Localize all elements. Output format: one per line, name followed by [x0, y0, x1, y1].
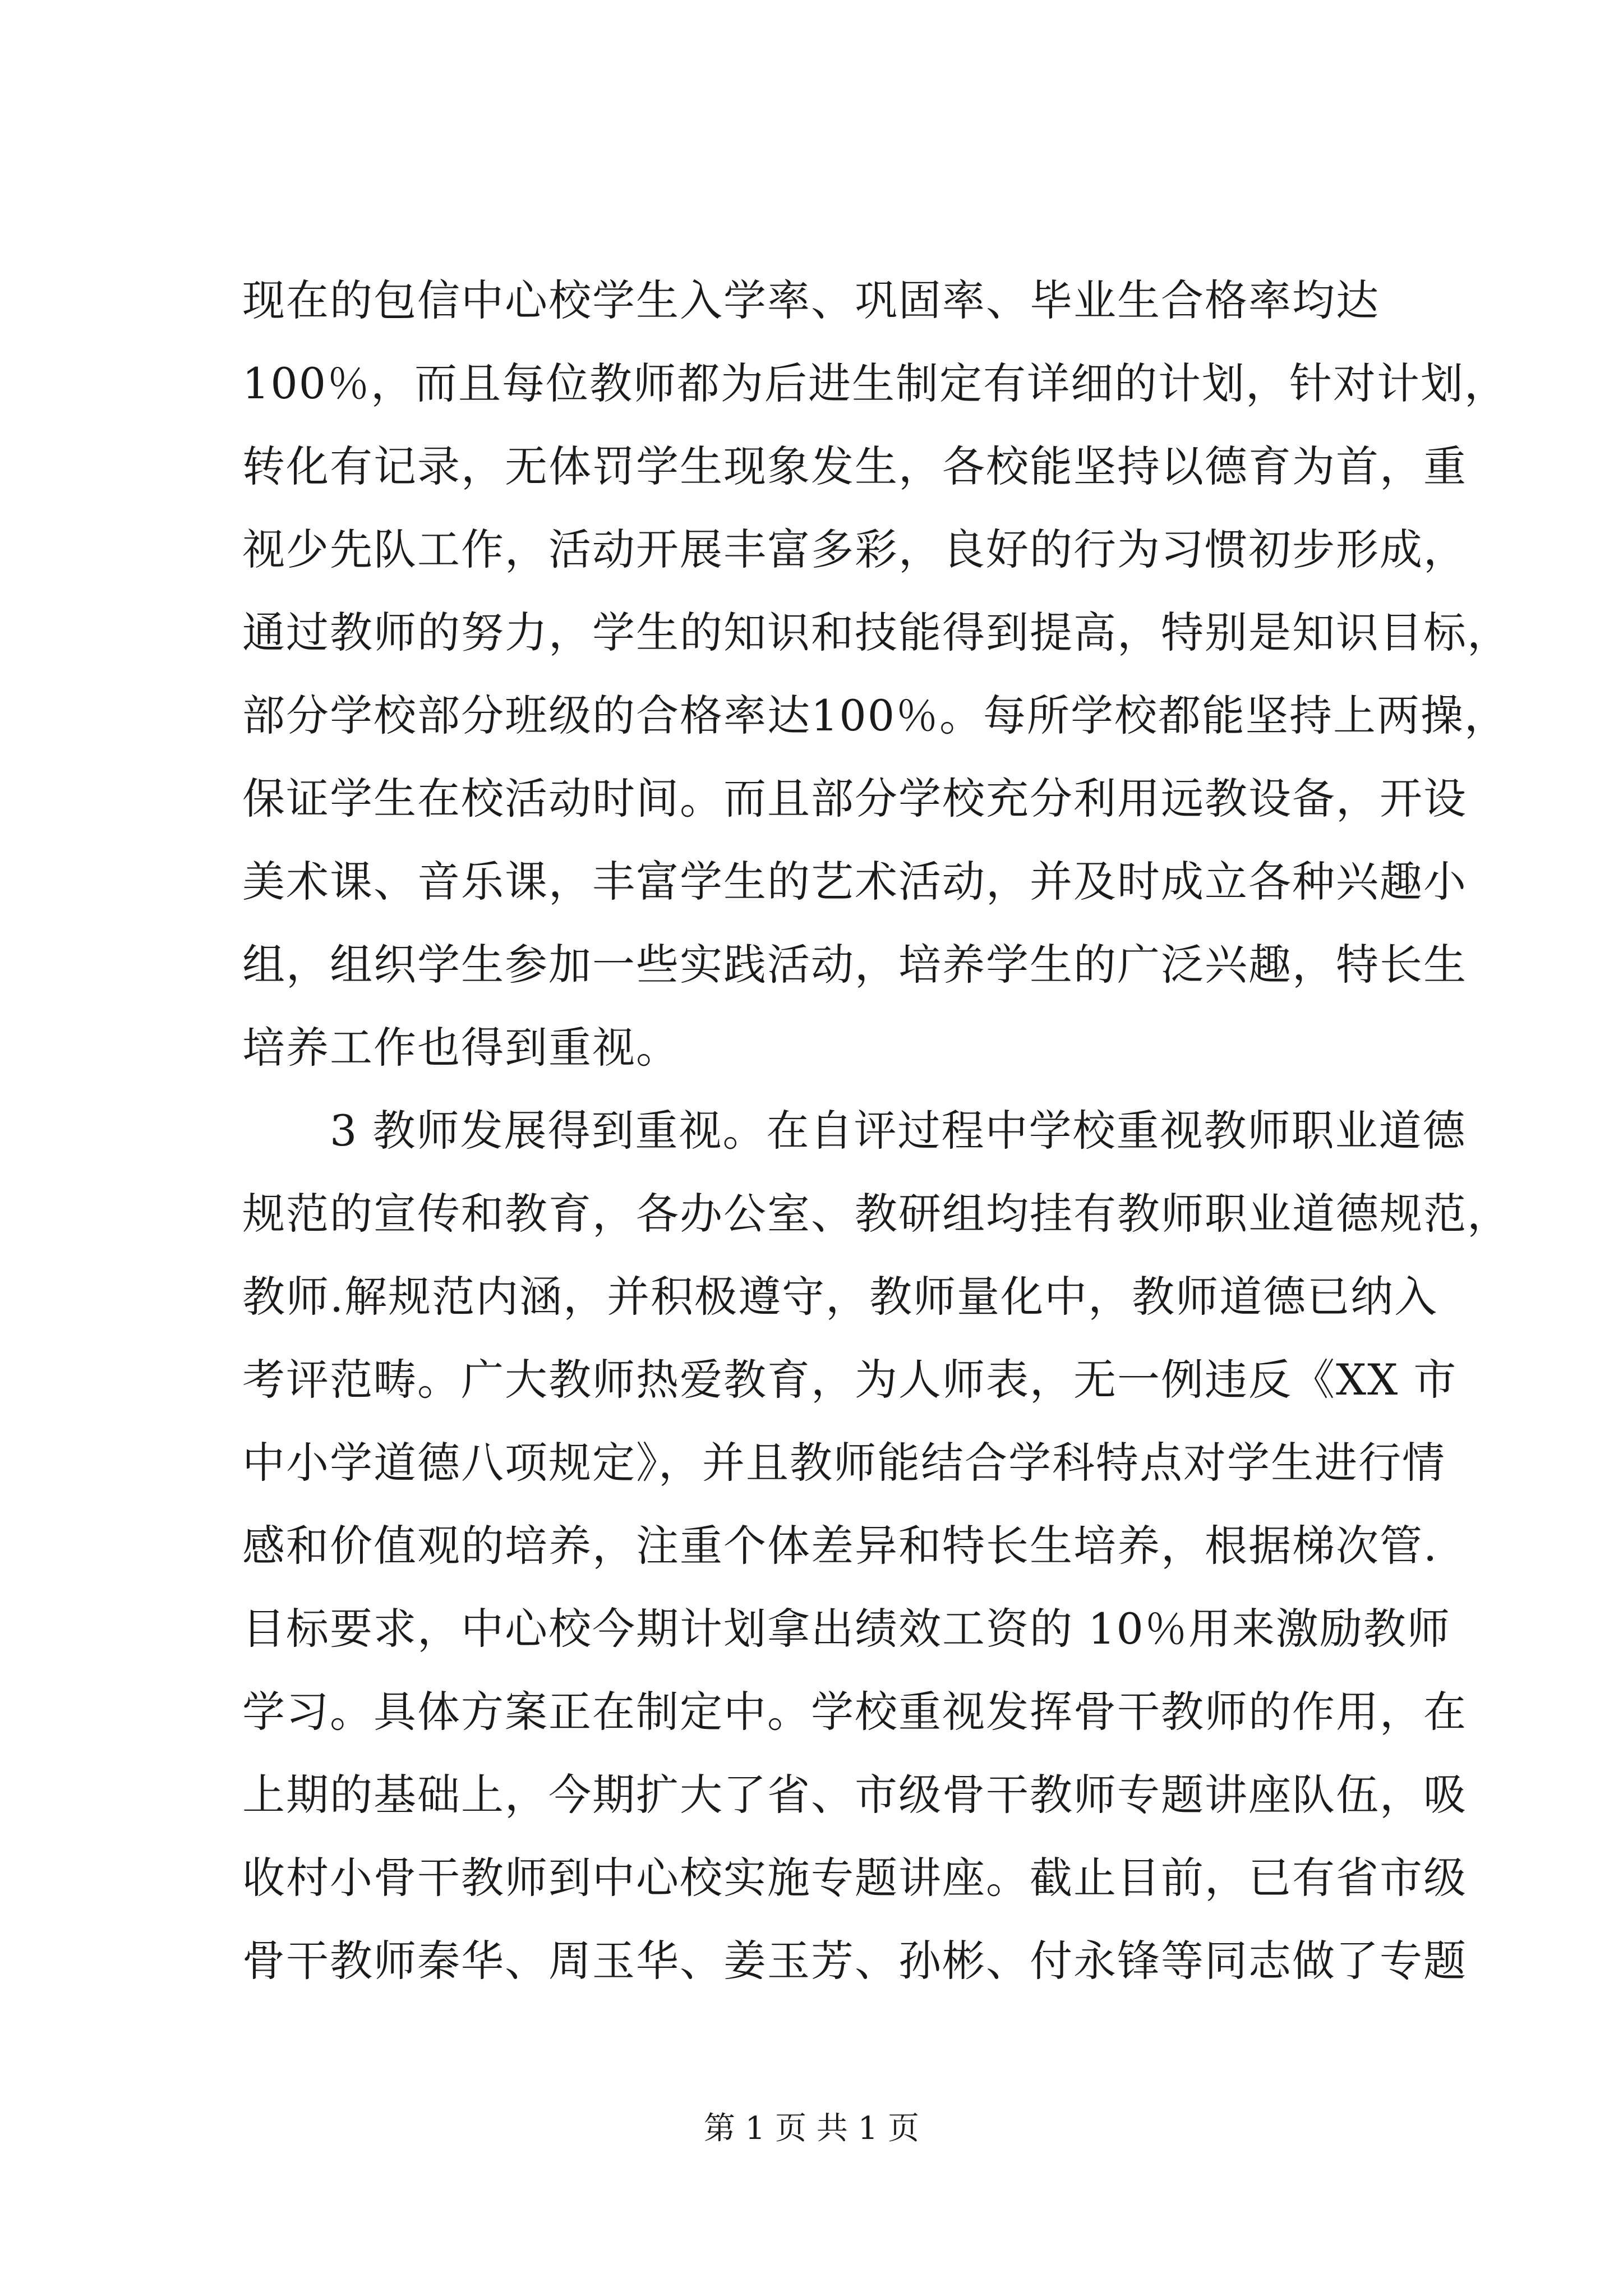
text-line: 学习。具体方案正在制定中。学校重视发挥骨干教师的作用，在 — [242, 1687, 1467, 1737]
body-text — [242, 259, 1511, 2003]
text-line: 3 教师发展得到重视。在自评过程中学校重视教师职业道德 — [242, 1106, 1467, 1156]
text-line: 教师.解规范内涵，并积极遵守，教师量化中，教师道德已纳入 — [242, 1272, 1438, 1322]
text-line: 保证学生在校活动时间。而且部分学校充分利用远教设备，开设 — [242, 774, 1467, 823]
text-line: 组，组织学生参加一些实践活动，培养学生的广泛兴趣，特长生 — [242, 940, 1467, 990]
text-line: 美术课、音乐课，丰富学生的艺术活动，并及时成立各种兴趣小 — [242, 857, 1467, 907]
text-line: 规范的宣传和教育，各办公室、教研组均挂有教师职业道德规范， — [242, 1189, 1511, 1239]
text-line: 100％，而且每位教师都为后进生制定有详细的计划，针对计划， — [242, 358, 1509, 408]
text-line: 转化有记录，无体罚学生现象发生，各校能坚持以德育为首，重 — [242, 441, 1467, 491]
text-line: 培养工作也得到重视。 — [242, 1023, 680, 1073]
text-line: 现在的包信中心校学生入学率、巩固率、毕业生合格率均达 — [242, 275, 1380, 325]
text-line: 收村小骨干教师到中心校实施专题讲座。截止目前，已有省市级 — [242, 1853, 1467, 1903]
text-line: 考评范畴。广大教师热爱教育，为人师表，无一例违反《XX 市 — [242, 1355, 1458, 1405]
text-line: 骨干教师秦华、周玉华、姜玉芳、孙彬、付永锋等同志做了专题 — [242, 1936, 1467, 1986]
text-line: 感和价值观的培养，注重个体差异和特长生培养，根据梯次管. — [242, 1521, 1438, 1571]
text-line: 视少先队工作，活动开展丰富多彩，良好的行为习惯初步形成， — [242, 524, 1467, 574]
text-line: 上期的基础上，今期扩大了省、市级骨干教师专题讲座队伍，吸 — [242, 1770, 1467, 1820]
page-number-label: 第 1 页 共 1 页 — [703, 2110, 920, 2147]
text-line: 通过教师的努力，学生的知识和技能得到提高，特别是知识目标， — [242, 608, 1511, 657]
page-footer — [0, 2106, 1623, 2151]
text-line: 中小学道德八项规定》，并且教师能结合学科特点对学生进行情 — [242, 1438, 1446, 1488]
text-line: 目标要求，中心校今期计划拿出绩效工资的 10％用来激励教师 — [242, 1604, 1451, 1654]
text-line: 部分学校部分班级的合格率达100％。每所学校都能坚持上两操， — [242, 691, 1509, 740]
